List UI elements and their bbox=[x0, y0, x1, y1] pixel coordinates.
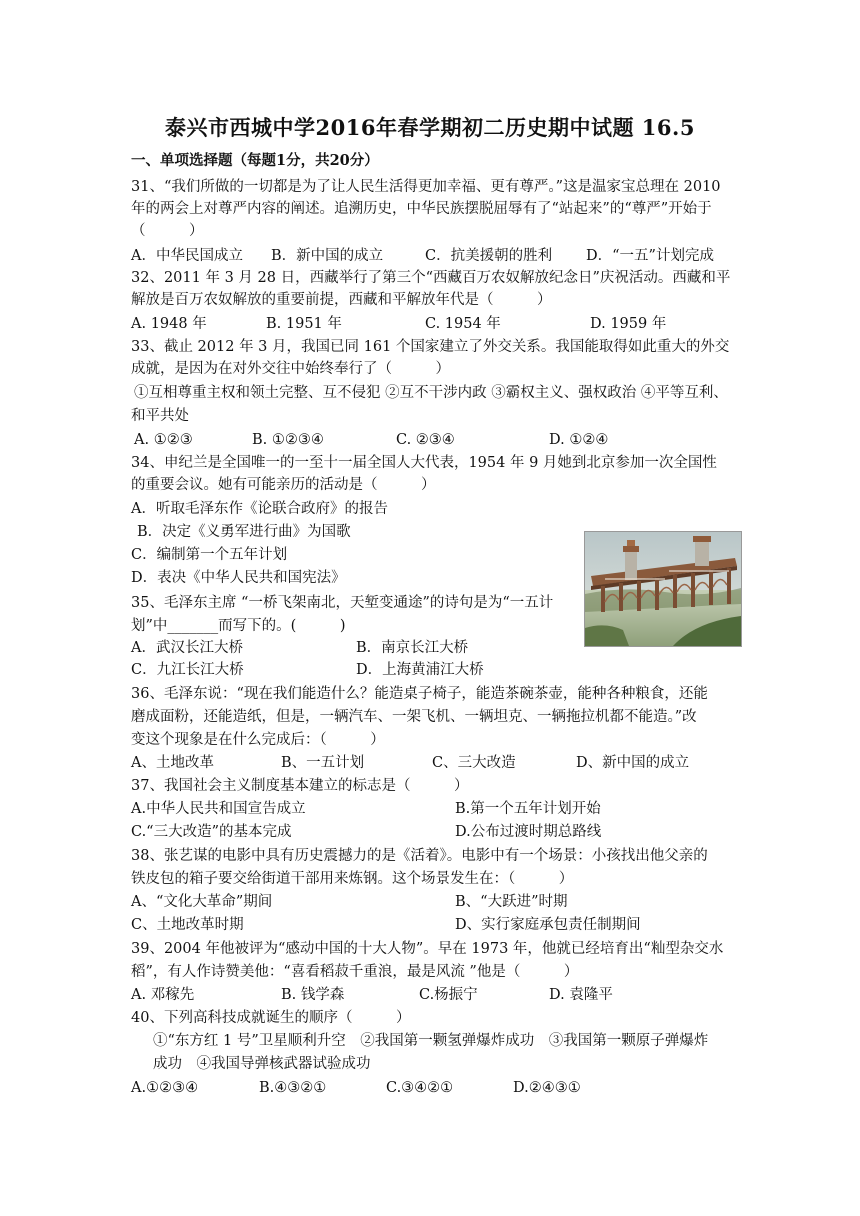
q38-line-2: 铁皮包的箱子要交给街道干部用来炼钢。这个场景发生在：（ ） bbox=[131, 871, 574, 887]
q34-line-1: 34、申纪兰是全国唯一的一至十一届全国人大代表，1954 年 9 月她到北京参加一次全国性 bbox=[131, 455, 717, 471]
q34-option-c: C．编制第一个五年计划 bbox=[131, 547, 288, 563]
q36-line-3: 变这个现象是在什么完成后：（ ） bbox=[131, 732, 385, 748]
q39-option-a: A. 邓稼先 bbox=[131, 987, 195, 1003]
q32-option-a: A. 1948 年 bbox=[131, 316, 207, 332]
q36-option-c: C、三大改造 bbox=[432, 755, 516, 771]
q31-option-b: B．新中国的成立 bbox=[271, 248, 384, 264]
q35-line-1: 35、毛泽东主席 “一桥飞架南北，天堑变通途”的诗句是为“一五计 bbox=[131, 595, 554, 611]
q31-option-c: C．抗美援朝的胜利 bbox=[425, 248, 553, 264]
q40-line-1: 40、下列高科技成就诞生的顺序（ ） bbox=[131, 1010, 411, 1026]
q33-option-b: B. ①②③④ bbox=[252, 432, 324, 448]
q36-line-1: 36、毛泽东说：“现在我们能造什么？能造桌子椅子，能造茶碗茶壶，能种各种粮食，还能 bbox=[131, 686, 708, 702]
q34-option-b: B．决定《义勇军进行曲》为国歌 bbox=[137, 524, 351, 540]
q32-option-c: C. 1954 年 bbox=[425, 316, 501, 332]
q38-option-a: A、“文化大革命”期间 bbox=[131, 894, 273, 910]
q40-line-3: 成功 ④我国导弹核武器试验成功 bbox=[153, 1056, 371, 1072]
q31-line-1: 31、“我们所做的一切都是为了让人民生活得更加幸福、更有尊严。”这是温家宝总理在 2010 bbox=[131, 179, 721, 195]
q32-line-2: 解放是百万农奴解放的重要前提，西藏和平解放年代是（ ） bbox=[131, 292, 552, 308]
q35-option-d: D．上海黄浦江大桥 bbox=[356, 662, 484, 678]
q34-option-a: A．听取毛泽东作《论联合政府》的报告 bbox=[131, 501, 388, 517]
q35-option-a: A．武汉长江大桥 bbox=[131, 640, 243, 656]
section-heading: 一、单项选择题（每题1分，共20分） bbox=[131, 152, 379, 169]
q32-line-1: 32、2011 年 3 月 28 日，西藏举行了第三个“西藏百万农奴解放纪念日”庆祝活动。西藏和平 bbox=[131, 270, 731, 286]
q36-option-b: B、一五计划 bbox=[281, 755, 365, 771]
q37-option-b: B.第一个五年计划开始 bbox=[455, 801, 601, 817]
q33-option-d: D. ①②④ bbox=[549, 432, 609, 448]
q39-option-c: C.杨振宁 bbox=[419, 987, 478, 1003]
q40-option-a: A.①②③④ bbox=[131, 1080, 199, 1096]
q36-option-d: D、新中国的成立 bbox=[576, 755, 690, 771]
q38-option-c: C、土地改革时期 bbox=[131, 917, 244, 933]
q36-option-a: A、土地改革 bbox=[131, 755, 214, 771]
q38-option-d: D、实行家庭承包责任制期间 bbox=[455, 917, 641, 933]
q33-option-c: C. ②③④ bbox=[396, 432, 455, 448]
q40-option-b: B.④③②① bbox=[259, 1080, 327, 1096]
q34-option-d: D．表决《中华人民共和国宪法》 bbox=[131, 570, 346, 586]
q33-line-4: 和平共处 bbox=[131, 408, 189, 424]
q40-option-c: C.③④②① bbox=[386, 1080, 454, 1096]
q32-option-b: B. 1951 年 bbox=[266, 316, 342, 332]
q31-line-3: （ ） bbox=[131, 223, 204, 239]
bridge-photo bbox=[584, 531, 742, 647]
exam-title: 泰兴市西城中学2016年春学期初二历史期中试题 16.5 bbox=[165, 115, 695, 140]
q31-option-a: A．中华民国成立 bbox=[131, 248, 243, 264]
q40-option-d: D.②④③① bbox=[513, 1080, 581, 1096]
q37-option-a: A.中华人民共和国宣告成立 bbox=[131, 801, 306, 817]
q35-line-2: 划”中_______而写下的。( ) bbox=[131, 618, 346, 634]
q33-line-2: 成就，是因为在对外交往中始终奉行了（ ） bbox=[131, 361, 450, 377]
q40-line-2: ①“东方红 1 号”卫星顺利升空 ②我国第一颗氢弹爆炸成功 ③我国第一颗原子弹爆炸 bbox=[153, 1033, 709, 1049]
q36-line-2: 磨成面粉，还能造纸，但是，一辆汽车、一架飞机、一辆坦克、一辆拖拉机都不能造。”改 bbox=[131, 709, 697, 725]
q33-line-3: ①互相尊重主权和领土完整、互不侵犯 ②互不干涉内政 ③霸权主义、强权政治 ④平等互利、 bbox=[134, 385, 728, 401]
q31-option-d: D．“一五”计划完成 bbox=[586, 248, 714, 264]
q39-line-2: 稻”，有人作诗赞美他：“喜看稻菽千重浪，最是风流 ”他是（ ） bbox=[131, 964, 579, 980]
q35-option-c: C．九江长江大桥 bbox=[131, 662, 244, 678]
q39-option-b: B. 钱学森 bbox=[281, 987, 345, 1003]
q37-option-d: D.公布过渡时期总路线 bbox=[455, 824, 602, 840]
q37-line-1: 37、我国社会主义制度基本建立的标志是（ ） bbox=[131, 778, 469, 794]
q31-line-2: 年的两会上对尊严内容的阐述。追溯历史，中华民族摆脱屈辱有了“站起来”的“尊严”开始于 bbox=[131, 201, 712, 217]
q39-line-1: 39、2004 年他被评为“感动中国的十大人物”。早在 1973 年，他就已经培育出“籼型杂交水 bbox=[131, 941, 724, 957]
q39-option-d: D. 袁隆平 bbox=[549, 987, 613, 1003]
q38-option-b: B、“大跃进”时期 bbox=[455, 894, 568, 910]
q35-option-b: B．南京长江大桥 bbox=[356, 640, 469, 656]
q33-option-a: A. ①②③ bbox=[134, 432, 193, 448]
q32-option-d: D. 1959 年 bbox=[590, 316, 667, 332]
q33-line-1: 33、截止 2012 年 3 月，我国已同 161 个国家建立了外交关系。我国能取得如此重大的外交 bbox=[131, 339, 730, 355]
q37-option-c: C.“三大改造”的基本完成 bbox=[131, 824, 292, 840]
q34-line-2: 的重要会议。她有可能亲历的活动是（ ） bbox=[131, 477, 436, 493]
q38-line-1: 38、张艺谋的电影中具有历史震撼力的是《活着》。电影中有一个场景：小孩找出他父亲的 bbox=[131, 848, 708, 864]
